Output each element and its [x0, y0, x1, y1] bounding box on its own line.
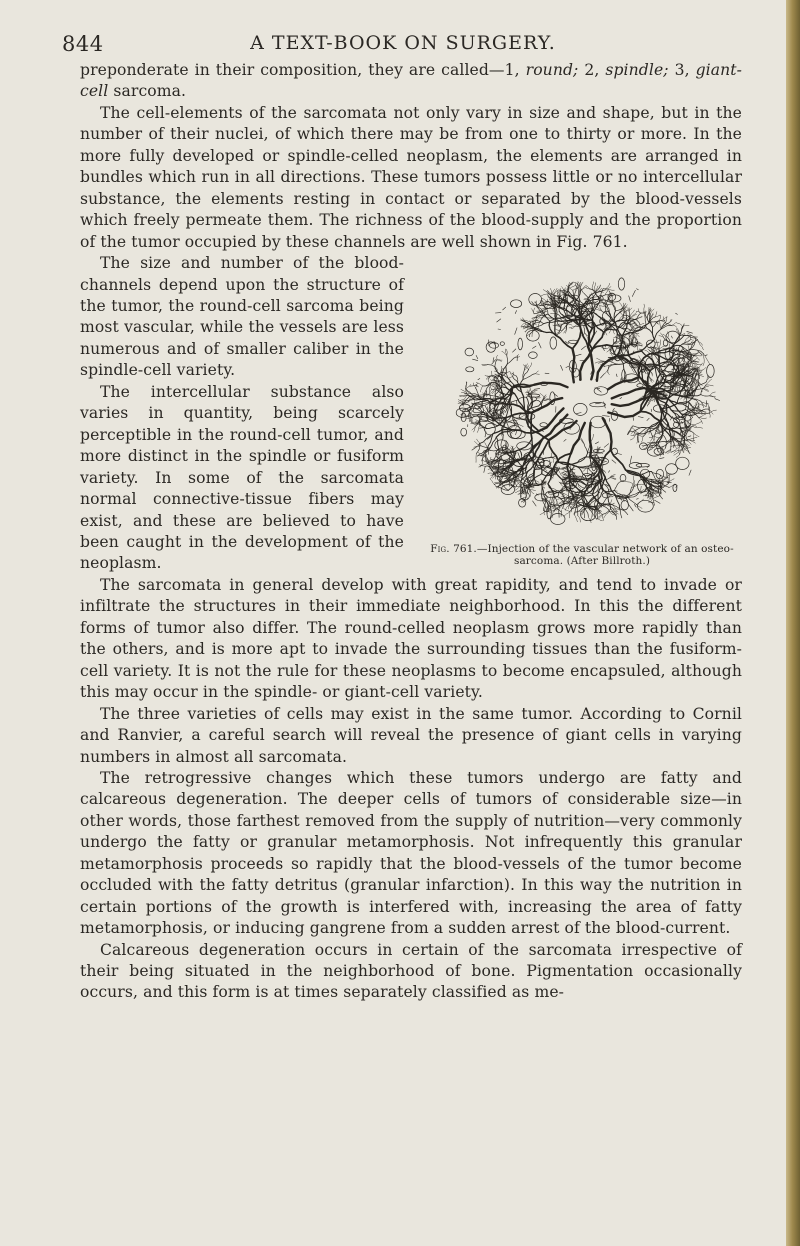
- figure-caption-text: —Injection of the vascular network of an osteo-sarcoma. (After Billroth.): [476, 543, 734, 568]
- vascular-network-illustration: [422, 251, 742, 541]
- figure-label: Fig. 761.: [430, 543, 477, 556]
- paragraph-2: The cell-elements of the sarcomata not only vary in size and shape, but in the number of their nuclei, of which there may be from one to thirty or more. In the more fully developed or spindle-celled neoplasm, the elements are arranged in bundles which run in all directions. These tumors possess little or no intercellular substance, the elements resting in contact or separated by the blood-vessels which freely permeate them. The richness of the blood-supply and the proportion of the tumor occupied by these channels are well shown in Fig. 761.: [80, 103, 742, 251]
- paragraph-3: The size and number of the blood-channels depend upon the structure of the tumor, the round-cell sarcoma being most vascular, while the vessels are less numerous and of smaller caliber in the spindle-cell variety.: [80, 254, 404, 380]
- paragraph-6: The three varieties of cells may exist in the same tumor. According to Cornil and Ranvier, a careful search will reveal the presence of giant cells in varying numbers in almost all sarcomata.: [80, 704, 742, 766]
- paragraph-1: preponderate in their composition, they are called—1, round; 2, spindle; 3, giant-cell sarcoma.: [80, 61, 743, 101]
- paragraph-4: The intercellular substance also varies in quantity, being scarcely perceptible in the round-cell tumor, and more distinct in the spindle or fusiform variety. In some of the sarcomata normal connective-tissue fibers may exist, and these are believed to have been caught in the development of the neoplasm.: [80, 382, 404, 573]
- book-title: A TEXT-BOOK ON SURGERY.: [250, 32, 556, 54]
- paragraph-8: Calcareous degeneration occurs in certain of the sarcomata irrespective of their being situated in the neighborhood of bone. Pigmentation occasionally occurs, and this form is at times separately classified as me-: [80, 940, 742, 1002]
- body-text: [80, 60, 742, 1004]
- paragraph-7: The retrogressive changes which these tumors undergo are fatty and calcareous degeneration. The deeper cells of tumors of considerable size—in other words, those farthest removed from the supply of nutrition—very commonly undergo the fatty or granular metamorphosis. Not infrequently this granular metamorphosis proceeds so rapidly that the blood-vessels of the tumor become occluded with the fatty detritus (granular infarction). In this way the nutrition in certain portions of the growth is interfered with, increasing the area of fatty metamorphosis, or inducing gangrene from a sudden arrest of the blood-current.: [80, 768, 742, 938]
- running-header: [62, 28, 744, 58]
- paragraph-5: The sarcomata in general develop with great rapidity, and tend to invade or infiltrate the structures in their immediate neighborhood. In this the different forms of tumor also differ. The round-celled neoplasm grows more rapidly than the others, and is more apt to invade the surrounding tissues than the fusiform-cell variety. It is not the rule for these neoplasms to become encapsuled, although this may occur in the spindle- or giant-cell variety.: [80, 575, 742, 702]
- page-edge-shadow: [786, 0, 800, 1246]
- figure-761: [422, 251, 742, 567]
- page-number: 844: [62, 32, 104, 56]
- figure-caption: [422, 543, 742, 567]
